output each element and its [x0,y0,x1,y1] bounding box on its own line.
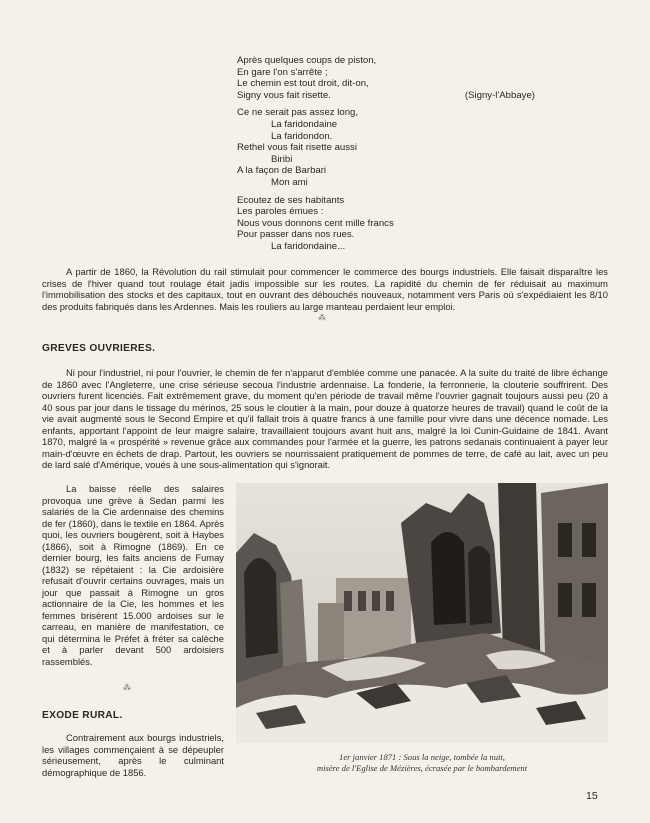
poem-line-text: Les paroles émues : [237,206,324,218]
poem-line [237,55,537,67]
paragraph-rail [42,266,608,312]
poem-line-text: Mon ami [271,176,308,188]
poem-stanza [237,55,537,101]
poem-line [237,195,537,207]
poem-line-text: La faridondon. [271,130,333,142]
ruined-church-image [236,483,608,743]
poem-line-text: Ecoutez de ses habitants [237,194,345,206]
separator-ornament: ⁂ [318,313,325,322]
poem-line [237,218,537,230]
poem-line [237,177,537,189]
poem-line [237,131,537,143]
poem-place-note: (Signy-l'Abbaye) [464,89,535,101]
poem-line [237,165,537,177]
poem-line-text: Ce ne serait pas assez long, [237,107,359,119]
poem-stanza [237,195,537,253]
photo-caption [236,752,608,774]
paragraph-rail-text: A partir de 1860, la Révolution du rail stimulait pour commencer le commerce des bourgs industriels. Elle faisait disparaître les crises de l'hiver quand tout roulage était jadis impossible sur les routes. La rapidité du chemin de fer réduisait au maximum l'immobilisation des stocks et des capitaux, tout en ouvrant des débouchés nouveaux, notamment vers Paris où s'expédiaient les 8/10 des produits fabriqués dans les Ardennes. Mais les rouliers au large manteau perdaient leur emploi. [42,266,608,312]
photo-caption-line-2: misère de l'Eglise de Mézières, écrasée par le bombardement [316,763,528,773]
paragraph-baisse-text: La baisse réelle des salaires provoqua une grève à Sedan parmi les salariés de la Cie ardennaise des chemins de fer (1860), dans le textile en 1864. Après quoi, les ouvriers bougèrent, soit à Haybes (1866), soit à Rimogne (1869). En ce dernier bourg, les faits anciens de Fumay (1832) se répétaient : la Cie ardoisière refusait d'ouvrir certains ouvrages, mais un jour que passait à Rimogne un gros actionnaire de la Cie, les hommes et les femmes brisèrent 15.000 ardoises sur le carreau, en manière de manifestation, ce qui détermina le Préfet à fréter sa calèche et à parler devant 500 ardoisiers rassemblés. [42,483,224,667]
paragraph-greves-text: Ni pour l'industriel, ni pour l'ouvrier, le chemin de fer n'apparut d'emblée comme une panacée. A la suite du traité de libre échange de 1860 avec l'Angleterre, une crise sérieuse secoua l'industrie ardennaise. La fonderie, la ferronnerie, la clouterie souffrirent. Des ouvriers furent licenciés. Fait extrêmement grave, du moment qu'en période de travail même l'ouvrier gagnait toujours aussi peu (20 à 40 sous par jour dans le tissage du mérinos, 25 sous le cloutier à la main, pour douze à quatorze heures de travail) quand le coût de la vie avait augmenté sous le Second Empire et qu'il fallait trois à quatre francs à une famille pour vivre dans une décence nomade. Les enfants, apportant l'appoint de leur maigre salaire, travaillaient toujours avant huit ans, malgré la loi Cunin-Guidaine de 1841. Avant 1870, malgré la « prospérité » revenue grâce aux commandes pour l'armée et la guerre, les patrons sedanais continuaient à payer leur main-d'œuvre en échets de drap. Partout, les ouvriers se nourrissaient pratiquement de pommes de terre, de café au lait, avec un peu de lard salé d'Amérique, voués à une sous-alimentation qui s'ignorait. [42,367,608,470]
poem-line-text: Nous vous donnons cent mille francs [237,217,394,229]
poem-line-text: Biribi [271,153,293,165]
poem-line [237,78,537,90]
poem-line [237,107,537,119]
poem-stanza [237,107,537,188]
poem-line-text: Après quelques coups de piston, [237,55,377,66]
poem-line-text: Rethel vous fait risette aussi [237,142,357,154]
poem [237,55,537,259]
paragraph-baisse-salaires [42,483,224,667]
poem-line [237,229,537,241]
paragraph-greves [42,367,608,471]
poem-line [237,142,537,154]
heading-greves-ouvrieres: GREVES OUVRIERES. [42,343,156,354]
photo-caption-line-1: 1er janvier 1871 : Sous la neige, tombée la nuit, [339,752,505,762]
paragraph-exode [42,732,224,778]
poem-line-text: La faridondaine [271,118,338,130]
poem-line-text: Le chemin est tout droit, dit-on, [237,78,369,90]
heading-exode-rural: EXODE RURAL. [42,710,123,721]
poem-line-text: Pour passer dans nos rues. [237,229,355,241]
paragraph-exode-text: Contrairement aux bourgs industriels, les villages commençaient à se dépeupler sérieusement, après le culminant démographique de 1856. [42,732,224,778]
poem-line [237,154,537,166]
poem-line [237,206,537,218]
poem-line [237,119,537,131]
poem-line-text: La faridondaine... [271,240,346,252]
poem-line-text: A la façon de Barbari [237,165,327,177]
poem-line [237,241,537,253]
poem-line-text: En gare l'on s'arrête ; [237,66,328,78]
poem-line [237,90,537,102]
poem-line [237,67,537,79]
separator-ornament-2: ⁂ [123,683,130,692]
page-number: 15 [586,790,598,802]
poem-line-text: Signy vous fait risette. [237,89,331,101]
ruined-church-photo [236,483,608,743]
